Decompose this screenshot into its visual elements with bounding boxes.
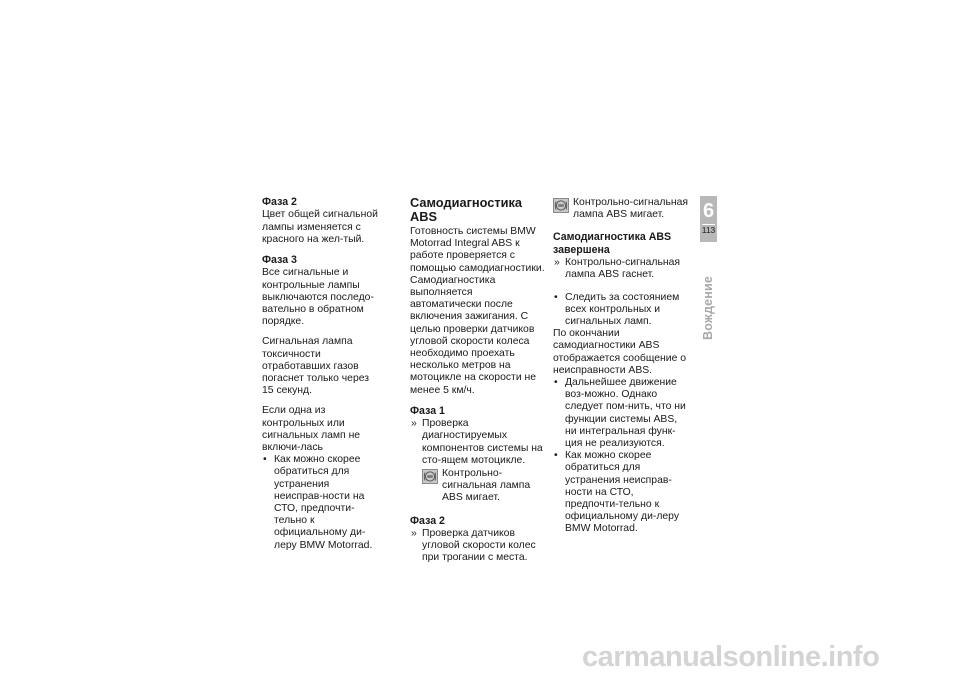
heading-phase-2: Фаза 2 [410,514,445,527]
list-item: » Проверка диагностируемых компонентов системы на сто-ящем мотоцикле. [410,418,546,467]
paragraph-phase-3: Все сигнальные и контрольные лампы выключаются последо-вательно в обратном порядке. [262,267,374,328]
list-item: • Как можно скорее обратиться для устранения неисправ-ности на СТО, предпочти-тельно к официальному ди-леру BMW Motorrad. [262,454,380,552]
column-1 [262,196,380,560]
arrow-list [410,418,546,467]
paragraph-lamp-not-on: Если одна из контрольных или сигнальных ламп не включи-лась [262,405,361,454]
heading-self-diagnosis-complete: Самодиагностика ABS завершена [553,231,672,256]
section-title: Самодиагностика ABS [410,195,523,224]
column-3 [553,196,689,544]
list-item: » Проверка датчиков угловой скорости колес при трогании с места. [410,528,546,565]
bullet-list [553,377,689,536]
bullet-list [262,454,380,552]
list-item: • Дальнейшее движение воз-можно. Однако следует пом-нить, что ни функции системы ABS, ни интегральная функ-ция не реализуются. [553,377,689,450]
arrow-list [410,528,546,565]
paragraph-phase-2: Цвет общей сигнальной лампы изменяется с красного на жел-тый. [262,209,378,245]
heading-phase-3: Фаза 3 [262,254,297,267]
chapter-title: Вождение [701,275,715,340]
chapter-number: 6 [702,200,715,222]
heading-phase-2: Фаза 2 [262,196,297,208]
page-number: 113 [701,225,716,235]
heading-phase-1: Фаза 1 [410,404,445,417]
paragraph-abs-readiness: Готовность системы BMW Motorrad Integral ABS к работе проверяется с помощью самодиагностики. Самодиагностика выполняется автоматически после включения зажигания. С целью проверки датчиков угловой скорости колеса необходимо проехать несколько метров на мотоцикле на скорости не менее 5 км/ч. [410,226,545,396]
paragraph-after-diagnosis: По окончании самодиагностики ABS отображается сообщение о неисправности ABS. [553,328,687,376]
abs-warning-lamp-icon [422,469,438,484]
arrow-list [553,257,689,281]
lamp-text: Контрольно-сигнальная лампа ABS мигает. [573,197,689,221]
abs-warning-lamp-icon [553,198,569,213]
abs-lamp-note [422,468,546,505]
abs-lamp-note [553,197,689,221]
bullet-list [553,292,689,329]
chapter-tab [700,196,717,242]
lamp-text: Контрольно-сигнальная лампа ABS мигает. [442,468,531,504]
paragraph-toxicity-lamp: Сигнальная лампа токсичности отработавших газов погаснет только через 15 секунд. [262,336,370,397]
list-item: • Как можно скорее обратиться для устранения неисправ-ности на СТО, предпочти-тельно к официальному ди-леру BMW Motorrad. [553,450,689,535]
list-item: » Контрольно-сигнальная лампа ABS гаснет. [553,257,689,281]
list-item: • Следить за состоянием всех контрольных и сигнальных ламп. [553,292,689,329]
watermark: carmanualsonline.info [582,641,880,673]
column-2 [410,196,546,573]
